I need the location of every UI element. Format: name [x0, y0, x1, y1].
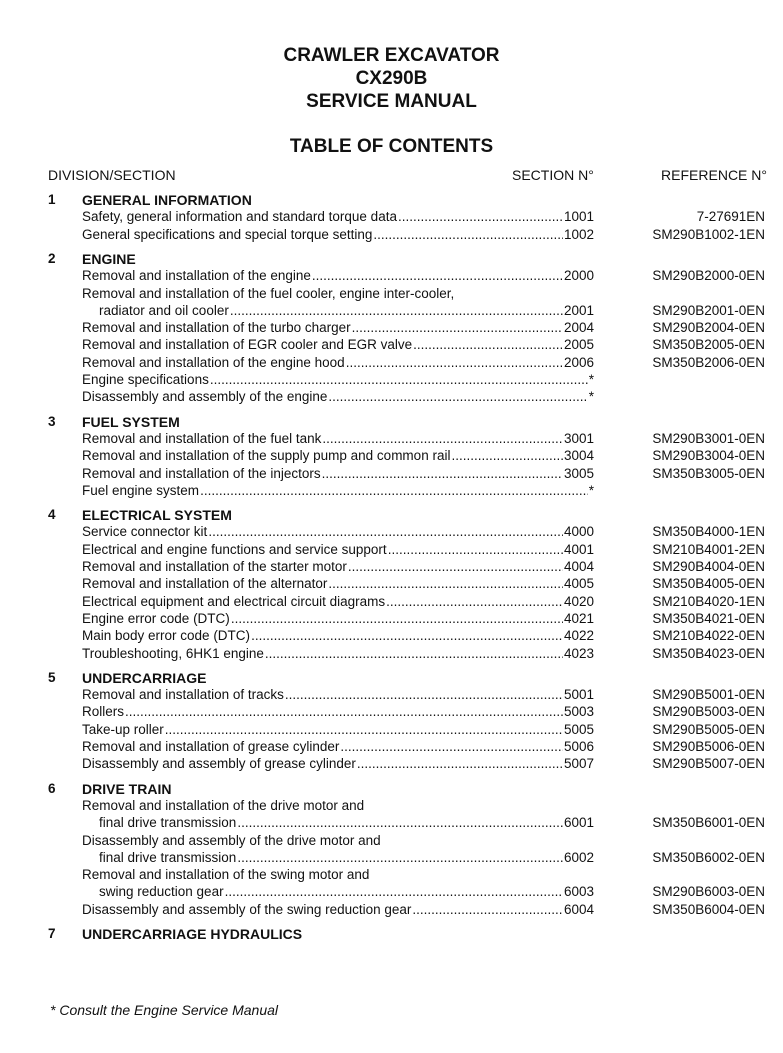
toc-entry — [82, 447, 594, 465]
reference-number: SM350B2005-0EN — [652, 337, 765, 353]
toc-row — [0, 336, 783, 354]
reference-number: SM290B2001-0EN — [652, 302, 765, 318]
reference-number: SM350B3005-0EN — [652, 465, 765, 481]
reference-number: SM350B4005-0EN — [652, 576, 765, 592]
toc-entry — [82, 558, 594, 576]
entry-title: Troubleshooting, 6HK1 engine — [82, 645, 264, 661]
dot-leader — [265, 645, 563, 663]
toc-row — [0, 267, 783, 285]
reference-number: SM350B4000-1EN — [652, 524, 765, 540]
entry-title: Removal and installation of the starter motor — [82, 559, 347, 574]
toc-row — [0, 627, 783, 645]
section-number: 6004 — [563, 901, 594, 917]
toc-entry — [82, 226, 594, 244]
dot-leader — [357, 755, 563, 773]
toc-entry — [82, 319, 594, 337]
entry-title: Removal and installation of the engine hood — [82, 354, 345, 370]
dot-leader — [398, 208, 563, 226]
section-number: 6001 — [563, 815, 594, 831]
toc-row — [0, 482, 783, 500]
toc-entry — [82, 388, 594, 406]
entry-title: Removal and installation of the turbo charger — [82, 320, 351, 336]
section-number: 4000 — [563, 524, 594, 540]
dot-leader — [200, 482, 588, 500]
reference-number: SM290B4004-0EN — [652, 559, 765, 574]
dot-leader — [388, 541, 563, 559]
entry-title: Removal and installation of EGR cooler and EGR valve — [82, 337, 413, 353]
division-number: 4 — [48, 507, 56, 523]
footnote: * Consult the Engine Service Manual — [50, 1002, 279, 1018]
section-number: 3001 — [563, 430, 594, 446]
reference-number: SM350B6001-0EN — [652, 815, 765, 831]
toc-entry — [82, 465, 594, 483]
document-title: CRAWLER EXCAVATOR — [283, 45, 500, 66]
column-header-reference: REFERENCE N° — [661, 167, 767, 183]
toc-row — [0, 780, 783, 798]
division-number: 7 — [48, 926, 56, 941]
section-number: 2004 — [563, 320, 594, 336]
dot-leader — [346, 354, 563, 372]
section-number: 2005 — [563, 337, 594, 353]
entry-title: Disassembly and assembly of the engine — [82, 389, 328, 405]
toc-row — [0, 593, 783, 611]
entry-title: Take-up roller — [82, 721, 164, 737]
entry-title: Removal and installation of tracks — [82, 687, 284, 703]
entry-title: Removal and installation of the swing motor and — [82, 867, 370, 883]
toc-entry — [82, 575, 594, 593]
toc-row — [0, 226, 783, 244]
toc-row — [0, 832, 783, 850]
section-number: 5006 — [563, 739, 594, 754]
toc-row — [0, 645, 783, 663]
toc-entry — [82, 541, 594, 559]
toc-row — [0, 901, 783, 919]
toc-entry — [82, 482, 594, 500]
entry-title: swing reduction gear — [99, 884, 224, 900]
reference-number: SM350B6002-0EN — [652, 849, 765, 865]
entry-title: final drive transmission — [99, 849, 237, 865]
entry-title: Removal and installation of the engine — [82, 268, 311, 284]
model-name: CX290B — [355, 68, 428, 89]
toc-row — [0, 447, 783, 465]
section-number: 4005 — [563, 576, 594, 592]
division-number: 5 — [48, 669, 56, 685]
toc-row — [0, 430, 783, 448]
reference-number: SM290B6003-0EN — [652, 884, 765, 900]
toc-entry — [99, 814, 594, 832]
toc-row — [0, 523, 783, 541]
toc-row — [0, 558, 783, 576]
toc-row — [0, 686, 783, 704]
section-number: 5005 — [563, 721, 594, 737]
toc-row — [0, 465, 783, 483]
reference-number: SM290B2004-0EN — [652, 320, 765, 336]
dot-leader — [451, 447, 563, 465]
toc-title: TABLE OF CONTENTS — [289, 136, 494, 157]
section-number: 3005 — [563, 465, 594, 481]
toc-row — [0, 721, 783, 739]
reference-number: SM210B4022-0EN — [652, 628, 765, 644]
dot-leader — [352, 319, 563, 337]
dot-leader — [225, 883, 563, 901]
dot-leader — [231, 610, 563, 628]
reference-number: SM350B2006-0EN — [652, 354, 765, 370]
division-number: 2 — [48, 250, 56, 266]
toc-row — [0, 208, 783, 226]
entry-title: Safety, general information and standard torque data — [82, 209, 397, 225]
reference-number: SM290B5005-0EN — [652, 721, 765, 737]
toc-row — [0, 541, 783, 559]
toc-row — [0, 413, 783, 431]
section-number: 4004 — [563, 559, 594, 574]
entry-title: Fuel engine system — [82, 482, 200, 498]
section-number: 2001 — [563, 302, 594, 318]
toc-entry — [82, 686, 594, 704]
section-number: * — [588, 389, 594, 405]
toc-row — [0, 610, 783, 628]
section-number: 3004 — [563, 448, 594, 464]
entry-title: Electrical and engine functions and service support — [82, 541, 387, 557]
section-number: 6003 — [563, 884, 594, 900]
toc-row — [0, 388, 783, 406]
dot-leader — [322, 430, 563, 448]
toc-entry — [82, 523, 594, 541]
section-number: 2006 — [563, 354, 594, 370]
division-title: FUEL SYSTEM — [82, 413, 180, 430]
toc-row — [0, 285, 783, 303]
entry-title: Removal and installation of the injectors — [82, 465, 321, 481]
dot-leader — [285, 686, 563, 704]
toc-row — [0, 883, 783, 901]
division-number: 3 — [48, 413, 56, 429]
entry-title: Removal and installation of the fuel tank — [82, 430, 322, 446]
dot-leader — [312, 267, 563, 285]
reference-number: SM290B5003-0EN — [652, 704, 765, 720]
entry-title: Removal and installation of the fuel cooler, engine inter-cooler, — [82, 285, 455, 301]
column-header-division: DIVISION/SECTION — [48, 167, 176, 183]
dot-leader — [251, 627, 563, 645]
dot-leader — [125, 703, 563, 721]
toc-row — [0, 925, 783, 943]
entry-title: General specifications and special torque setting — [82, 226, 373, 242]
toc-row — [0, 191, 783, 209]
entry-title: final drive transmission — [99, 815, 237, 831]
reference-number: 7-27691EN — [696, 209, 765, 225]
toc-row — [0, 703, 783, 721]
section-number: 4023 — [563, 645, 594, 661]
reference-number: SM290B3004-0EN — [652, 448, 765, 464]
toc-entry — [82, 336, 594, 354]
toc-entry — [82, 610, 594, 628]
section-number: * — [588, 482, 594, 498]
division-title: GENERAL INFORMATION — [82, 192, 252, 208]
toc-entry — [82, 703, 594, 721]
dot-leader — [237, 849, 563, 867]
reference-number: SM350B4021-0EN — [652, 610, 765, 626]
division-title: DRIVE TRAIN — [82, 780, 172, 797]
section-number: 4001 — [563, 541, 594, 557]
section-number: * — [588, 372, 594, 387]
section-number: 4022 — [563, 628, 594, 644]
dot-leader — [328, 388, 587, 406]
section-number: 5001 — [563, 687, 594, 703]
toc-entry — [82, 627, 594, 645]
toc-entry — [82, 267, 594, 285]
toc-entry — [82, 593, 594, 611]
dot-leader — [210, 371, 588, 389]
toc-row — [0, 866, 783, 884]
division-title: UNDERCARRIAGE — [82, 669, 207, 686]
toc-entry — [82, 645, 594, 663]
dot-leader — [348, 558, 563, 576]
entry-title: Disassembly and assembly of the drive motor and — [82, 832, 381, 848]
toc-row — [0, 319, 783, 337]
toc-row — [0, 814, 783, 832]
entry-title: Removal and installation of the alternator — [82, 576, 328, 592]
section-number: 4021 — [563, 610, 594, 626]
division-number: 6 — [48, 780, 56, 796]
dot-leader — [386, 593, 563, 611]
entry-title: Disassembly and assembly of the swing reduction gear — [82, 901, 412, 917]
dot-leader — [322, 465, 563, 483]
section-number: 5007 — [563, 756, 594, 772]
reference-number: SM350B6004-0EN — [652, 901, 765, 917]
toc-row — [0, 849, 783, 867]
division-title: ENGINE — [82, 250, 136, 267]
reference-number: SM290B3001-0EN — [652, 430, 765, 446]
entry-title: Main body error code (DTC) — [82, 628, 251, 644]
entry-title: Removal and installation of grease cylinder — [82, 739, 340, 754]
reference-number: SM290B5006-0EN — [652, 739, 765, 754]
reference-number: SM290B5007-0EN — [652, 756, 765, 772]
toc-row — [0, 354, 783, 372]
entry-title: Disassembly and assembly of grease cylinder — [82, 756, 356, 772]
toc-entry — [82, 430, 594, 448]
entry-title: Engine error code (DTC) — [82, 610, 230, 626]
reference-number: SM210B4001-2EN — [652, 541, 765, 557]
toc-row — [0, 506, 783, 524]
entry-title: Engine specifications — [82, 372, 209, 387]
reference-number: SM350B4023-0EN — [652, 645, 765, 661]
dot-leader — [328, 575, 563, 593]
dot-leader — [412, 901, 563, 919]
dot-leader — [413, 336, 563, 354]
dot-leader — [208, 523, 563, 541]
section-number: 1001 — [563, 209, 594, 225]
entry-title: radiator and oil cooler — [99, 302, 229, 318]
section-number: 2000 — [563, 268, 594, 284]
reference-number: SM290B1002-1EN — [652, 226, 765, 242]
entry-title: Removal and installation of the supply pump and common rail — [82, 448, 451, 464]
dot-leader — [237, 814, 563, 832]
dot-leader — [373, 226, 563, 244]
toc-row — [0, 755, 783, 773]
column-header-section: SECTION N° — [512, 167, 594, 183]
manual-type: SERVICE MANUAL — [306, 91, 477, 112]
toc-entry — [82, 755, 594, 773]
toc-row — [0, 575, 783, 593]
toc-row — [0, 669, 783, 687]
toc-row — [0, 250, 783, 268]
reference-number: SM290B5001-0EN — [652, 687, 765, 703]
dot-leader — [230, 302, 563, 320]
entry-title: Electrical equipment and electrical circuit diagrams — [82, 593, 386, 609]
toc-row — [0, 302, 783, 320]
section-number: 4020 — [563, 593, 594, 609]
section-number: 6002 — [563, 849, 594, 865]
division-title: ELECTRICAL SYSTEM — [82, 507, 232, 524]
toc-row — [0, 371, 783, 389]
section-number: 5003 — [563, 704, 594, 720]
entry-title: Rollers — [82, 704, 125, 720]
entry-title: Removal and installation of the drive motor and — [82, 797, 365, 813]
toc-entry — [82, 354, 594, 372]
toc-entry — [99, 302, 594, 320]
toc-entry — [82, 901, 594, 919]
toc-row — [0, 797, 783, 815]
dot-leader — [340, 738, 563, 756]
toc-entry — [99, 849, 594, 867]
dot-leader — [165, 721, 563, 739]
toc-entry — [99, 883, 594, 901]
division-number: 1 — [48, 192, 56, 207]
toc-row — [0, 738, 783, 756]
section-number: 1002 — [563, 226, 594, 242]
division-title: UNDERCARRIAGE HYDRAULICS — [82, 926, 303, 942]
reference-number: SM290B2000-0EN — [652, 268, 765, 284]
toc-entry — [82, 371, 594, 389]
toc-entry — [82, 208, 594, 226]
reference-number: SM210B4020-1EN — [652, 593, 765, 609]
toc-entry — [82, 738, 594, 756]
entry-title: Service connector kit — [82, 524, 208, 540]
toc-entry — [82, 721, 594, 739]
